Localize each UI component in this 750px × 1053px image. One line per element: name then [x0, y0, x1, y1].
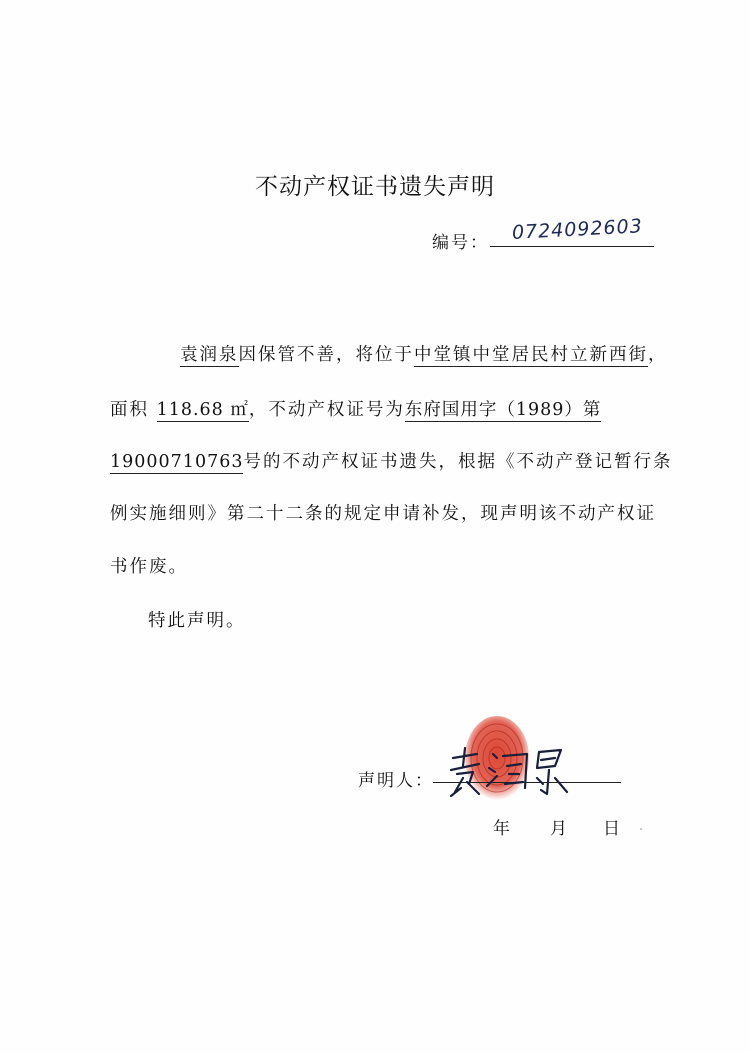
certificate-number: 19000710763 [110, 452, 244, 472]
date-month-label: 月 [550, 819, 567, 839]
body-line-4: 例实施细则》第二十二条的规定申请补发，现声明该不动产权证 [110, 504, 656, 524]
serial-underline [490, 246, 654, 247]
date-year-label: 年 [493, 819, 510, 839]
serial-value: 0724092603 [511, 215, 644, 244]
signature-label: 声明人： [358, 771, 434, 791]
date-day-label: 日 [603, 819, 620, 839]
scan-speck [640, 828, 642, 830]
declarant-name: 袁润泉 [180, 345, 239, 365]
serial-number [432, 215, 654, 253]
serial-label: 编号： [432, 233, 489, 253]
signature-block [358, 740, 628, 800]
body-line-5: 书作废。 [110, 557, 188, 577]
body-line-2: 面积 118.68 ㎡，不动产权证号为东府国用字（1989）第 [110, 400, 602, 420]
handwritten-signature [443, 744, 573, 800]
closing-text: 特此声明。 [148, 611, 246, 631]
body-line-1: 袁润泉因保管不善，将位于中堂镇中堂居民村立新西街， [180, 345, 668, 365]
certificate-prefix: 东府国用字（1989）第 [404, 400, 602, 420]
property-location: 中堂镇中堂居民村立新西街 [414, 345, 648, 365]
document-title: 不动产权证书遗失声明 [255, 174, 495, 200]
body-line-3: 19000710763号的不动产权证书遗失，根据《不动产登记暂行条 [110, 452, 673, 472]
property-area: 118.68 ㎡ [156, 400, 249, 420]
